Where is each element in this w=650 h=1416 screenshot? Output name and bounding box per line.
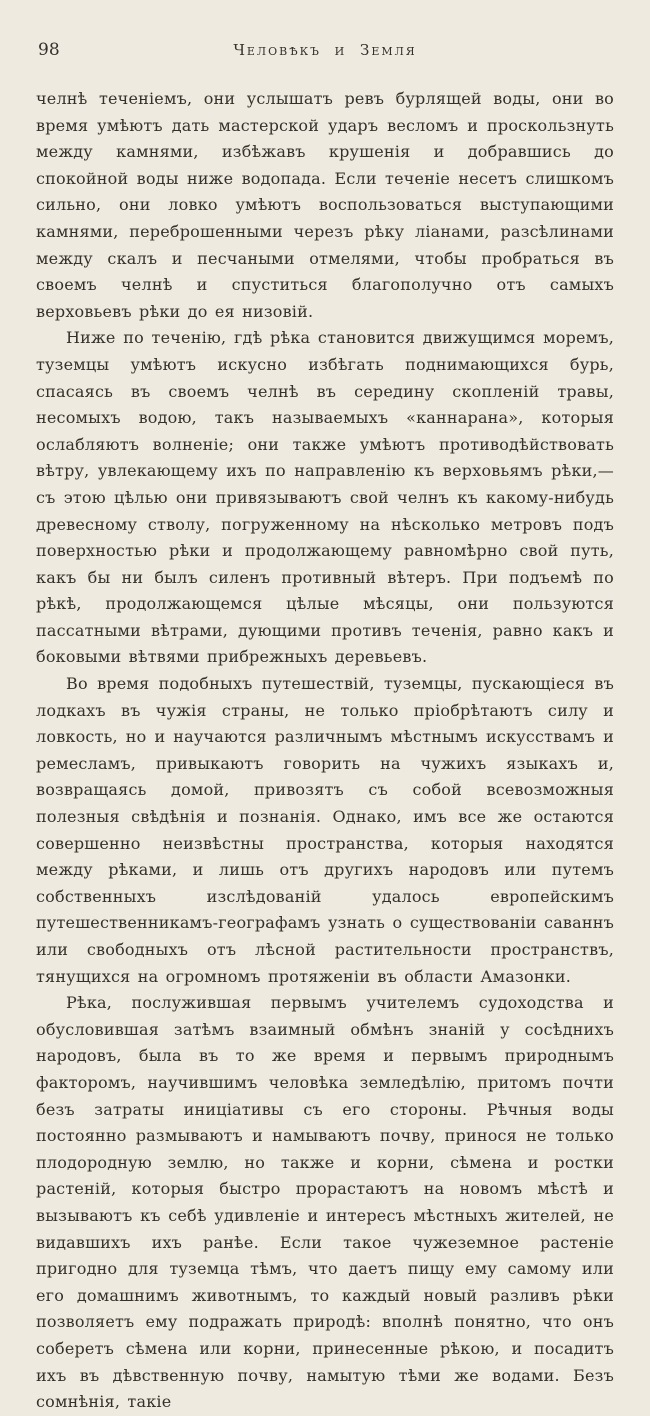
page-number: 98 <box>38 40 60 60</box>
paragraph-4: Рѣка, послужившая первымъ учителемъ судоходства и обусловившая затѣмъ взаимный обмѣнъ знаній у сосѣднихъ народовъ, была въ то же время и первымъ природнымъ факторомъ, научившимъ человѣка земледѣлію, притомъ почти безъ затраты иниціативы съ его стороны. Рѣчныя воды постоянно размываютъ и намываютъ почву, принося не только плодородную землю, но также и корни, сѣмена и ростки растеній, которыя быстро прорастаютъ на новомъ мѣстѣ и вызываютъ къ себѣ удивленіе и интересъ мѣстныхъ жителей, не видавшихъ ихъ ранѣе. Если такое чужеземное растеніе пригодно для туземца тѣмъ, что даетъ пищу ему самому или его домашнимъ животнымъ, то каждый новый разливъ рѣки позволяетъ ему подражать природѣ: вполнѣ понятно, что онъ соберетъ сѣмена или корни, принесенные рѣкою, и посадитъ ихъ въ дѣвственную почву, намытую тѣми же водами. Безъ сомнѣнія, такіе <box>36 993 614 1412</box>
body-text <box>36 86 614 1416</box>
page-header <box>36 38 614 64</box>
paragraph-1: челнѣ теченіемъ, они услышатъ ревъ бурлящей воды, они во время умѣютъ дать мастерской ударъ весломъ и проскользнуть между камнями, избѣжавъ крушенія и добравшись до спокойной воды ниже водопада. Если теченіе несетъ слишкомъ сильно, они ловко умѣютъ воспользоваться выступающими камнями, переброшенными черезъ рѣку ліанами, разсѣлинами между скалъ и песчаными отмелями, чтобы пробраться въ своемъ челнѣ и спуститься благополучно отъ самыхъ верховьевъ рѣки до ея низовій. <box>36 89 614 321</box>
running-head: Человѣкъ и Земля <box>233 41 417 59</box>
paragraph-3: Во время подобныхъ путешествій, туземцы, пускающіеся въ лодкахъ въ чужія страны, не только пріобрѣтаютъ силу и ловкость, но и научаются различнымъ мѣстнымъ искусствамъ и ремесламъ, привыкаютъ говорить на чужихъ языкахъ и, возвращаясь домой, привозятъ съ собой всевозможныя полезныя свѣдѣнія и познанія. Однако, имъ все же остаются совершенно неизвѣстны пространства, которыя находятся между рѣками, и лишь отъ другихъ народовъ или путемъ собственныхъ изслѣдованій удалось европейскимъ путешественникамъ-географамъ узнать о существованіи саваннъ или свободныхъ отъ лѣсной растительности пространствъ, тянущихся на огромномъ протяженіи въ области Амазонки. <box>36 674 614 986</box>
paragraph-2: Ниже по теченію, гдѣ рѣка становится движущимся моремъ, туземцы умѣютъ искусно избѣгать поднимающихся бурь, спасаясь въ своемъ челнѣ въ середину скопленій травы, несомыхъ водою, такъ называемыхъ «каннарана», которыя ослабляютъ волненіе; они также умѣютъ противодѣйствовать вѣтру, увлекающему ихъ по направленію къ верховьямъ рѣки,—съ этою цѣлью они привязываютъ свой челнъ къ какому-нибудь древесному стволу, погруженному на нѣсколько метровъ подъ поверхностью рѣки и продолжающему равномѣрно свой путь, какъ бы ни былъ силенъ противный вѣтеръ. При подъемѣ по рѣкѣ, продолжающемся цѣлые мѣсяцы, они пользуются пассатными вѣтрами, дующими противъ теченія, равно какъ и боковыми вѣтвями прибрежныхъ деревьевъ. <box>36 328 614 667</box>
